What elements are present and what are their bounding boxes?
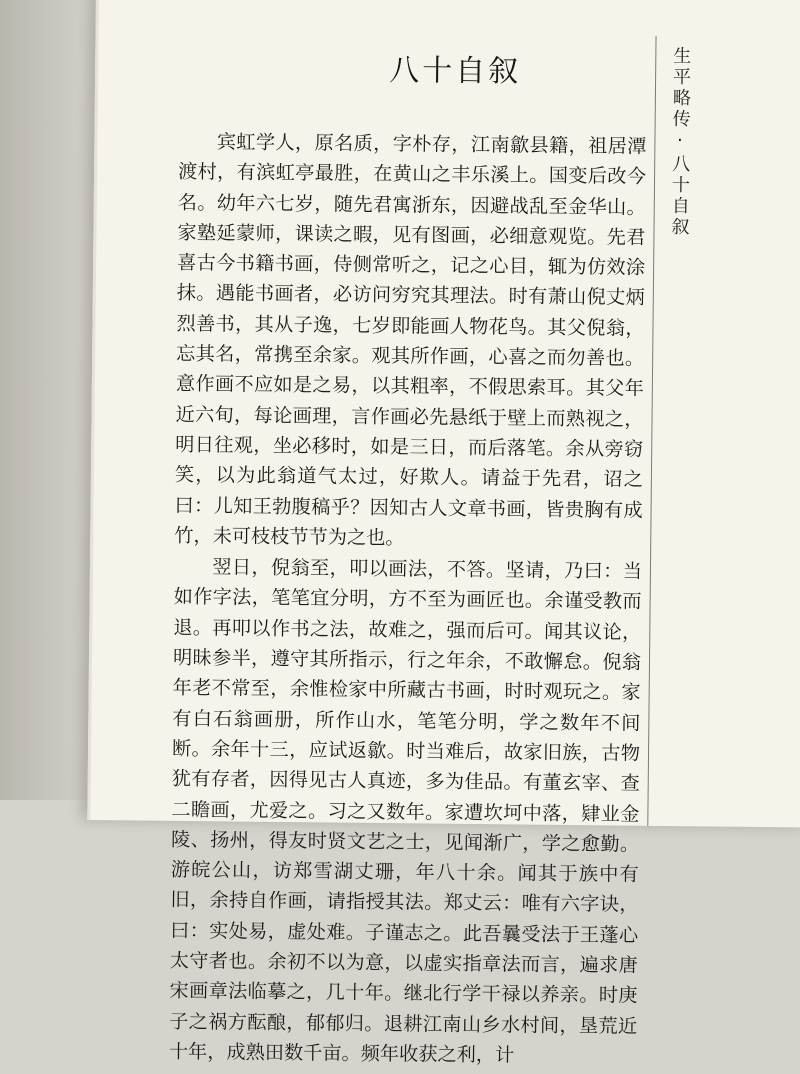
- body-text: [169, 127, 647, 1072]
- paragraph-1: 宾虹学人，原名质，字朴存，江南歙县籍，祖居潭渡村，有滨虹亭最胜，在黄山之丰乐溪上。国变后改今名。幼年六七岁，随先君寓浙东，因避战乱至金华山。家塾延蒙师，课读之暇，见有图画，必细意观览。先君喜古今书籍书画，侍侧常听之，记之心目，辄为仿效涂抹。遇能书画者，必访问穷究其理法。时有萧山倪丈炳烈善书，其从子逸，七岁即能画人物花鸟。其父倪翁，忘其名，常携至余家。观其所作画，心喜之而勿善也。意作画不应如是之易，以其粗率，不假思索耳。其父年近六旬，每论画理，言作画必先悬纸于壁上而熟视之，明日往观，坐必移时，如是三日，而后落笔。余从旁窃笑，以为此翁道气太过，好欺人。请益于先君，诏之曰：儿知王勃腹稿乎？因知古人文章书画，皆贵胸有成竹，未可枝枝节节为之也。: [174, 130, 647, 550]
- paragraph-2: 翌日，倪翁至，叩以画法，不答。坚请，乃曰：当如作字法，笔笔宜分明，方不至为画匠也。余谨受教而退。再叩以作书之法，故难之，强而后可。闻其议论，明昧参半，遵守其所指示，行之年余，不敢懈怠。倪翁年老不常至，余惟检家中所藏古书画，时时观玩之。家有白石翁画册，所作山水，笔笔分明，学之数年不间断。余年十三，应试返歙。时当难后，故家旧族，古物犹有存者，因得见古人真迹，多为佳品。有董玄宰、查二瞻画，尤爱之。习之又数年。家遭坎坷中落，肄业金陵、扬州，得友时贤文艺之士，见闻渐广，学之愈勤。游皖公山，访郑雪湖丈珊，年八十余。闻其于族中有旧，余持自作画，请指授其法。郑丈云：唯有六字诀，曰：实处易，虚处难。子谨志之。此吾曩受法于王蓬心太守者也。余初不以为意，以虚实指章法而言，遍求唐宋画章法临摹之，几十年。继北行学干禄以养亲。时庚子之祸方酝酿，郁郁归。退耕江南山乡水村间，垦荒近十年，成熟田数千亩。频年收获之利，计: [168, 555, 643, 1067]
- header-rule: [647, 36, 656, 826]
- running-header: 生平略传·八十自叙: [668, 46, 692, 239]
- book-page: [87, 0, 800, 1067]
- chapter-title: 八十自叙: [388, 53, 522, 90]
